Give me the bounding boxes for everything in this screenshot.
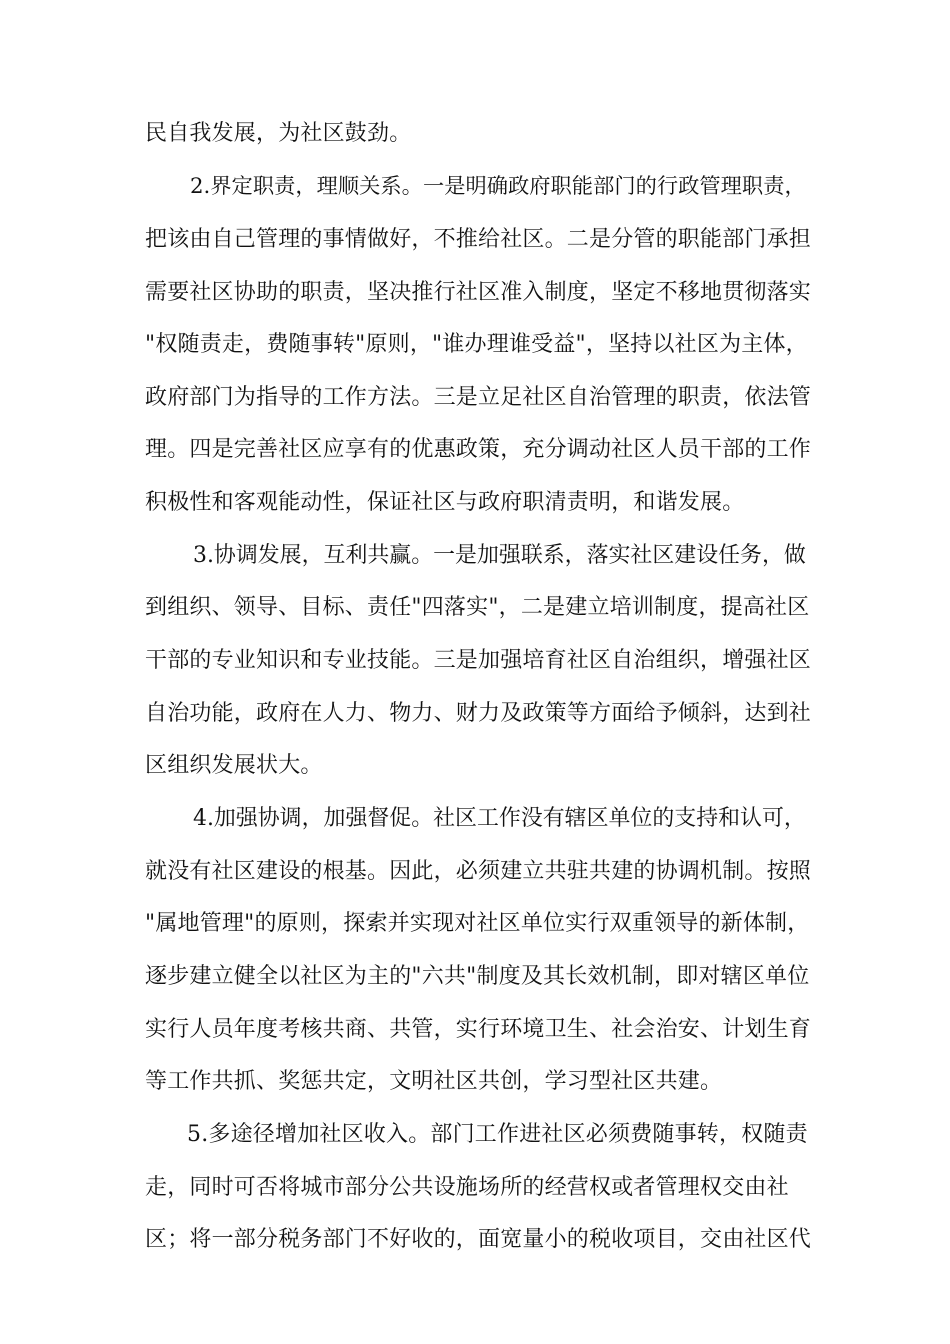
text-line: 积极性和客观能动性，保证社区与政府职清责明，和谐发展。: [145, 490, 745, 515]
text-line: 逐步建立健全以社区为主的"六共"制度及其长效机制，即对辖区单位: [145, 964, 810, 989]
text-line: 自治功能，政府在人力、物力、财力及政策等方面给予倾斜，达到社: [145, 701, 812, 726]
paragraph-heading-line: 2.界定职责，理顺关系。一是明确政府职能部门的行政管理职责，: [190, 174, 806, 199]
paragraph-heading-line: 5.多途径增加社区收入。部门工作进社区必须费随事转，权随责: [187, 1122, 808, 1147]
text-line: 区；将一部分税务部门不好收的，面宽量小的税收项目，交由社区代: [145, 1227, 812, 1252]
text-line: 民自我发展，为社区鼓劲。: [145, 121, 412, 146]
text-line: 需要社区协助的职责，坚决推行社区准入制度，坚定不移地贯彻落实: [145, 280, 812, 305]
text-line: 把该由自己管理的事情做好，不推给社区。二是分管的职能部门承担: [145, 227, 812, 252]
text-line: 政府部门为指导的工作方法。三是立足社区自治管理的职责，依法管: [145, 385, 812, 410]
text-line: 到组织、领导、目标、责任"四落实"，二是建立培训制度，提高社区: [145, 595, 810, 620]
text-line: "属地管理"的原则，探索并实现对社区单位实行双重领导的新体制，: [145, 911, 810, 936]
text-line: 理。四是完善社区应享有的优惠政策，充分调动社区人员干部的工作: [145, 437, 812, 462]
text-line: 等工作共抓、奖惩共定，文明社区共创，学习型社区共建。: [145, 1069, 723, 1094]
text-line: 区组织发展状大。: [145, 753, 323, 778]
text-line: 走，同时可否将城市部分公共设施场所的经营权或者管理权交由社: [145, 1175, 789, 1200]
paragraph-heading-line: 4.加强协调，加强督促。社区工作没有辖区单位的支持和认可，: [193, 806, 806, 831]
paragraph-heading-line: 3.协调发展，互利共赢。一是加强联系，落实社区建设任务，做: [193, 543, 806, 568]
text-line: "权随责走，费随事转"原则，"谁办理谁受益"，坚持以社区为主体，: [145, 332, 808, 357]
text-line: 实行人员年度考核共商、共管，实行环境卫生、社会治安、计划生育: [145, 1017, 812, 1042]
text-line: 干部的专业知识和专业技能。三是加强培育社区自治组织，增强社区: [145, 648, 812, 673]
text-line: 就没有社区建设的根基。因此，必须建立共驻共建的协调机制。按照: [145, 859, 812, 884]
